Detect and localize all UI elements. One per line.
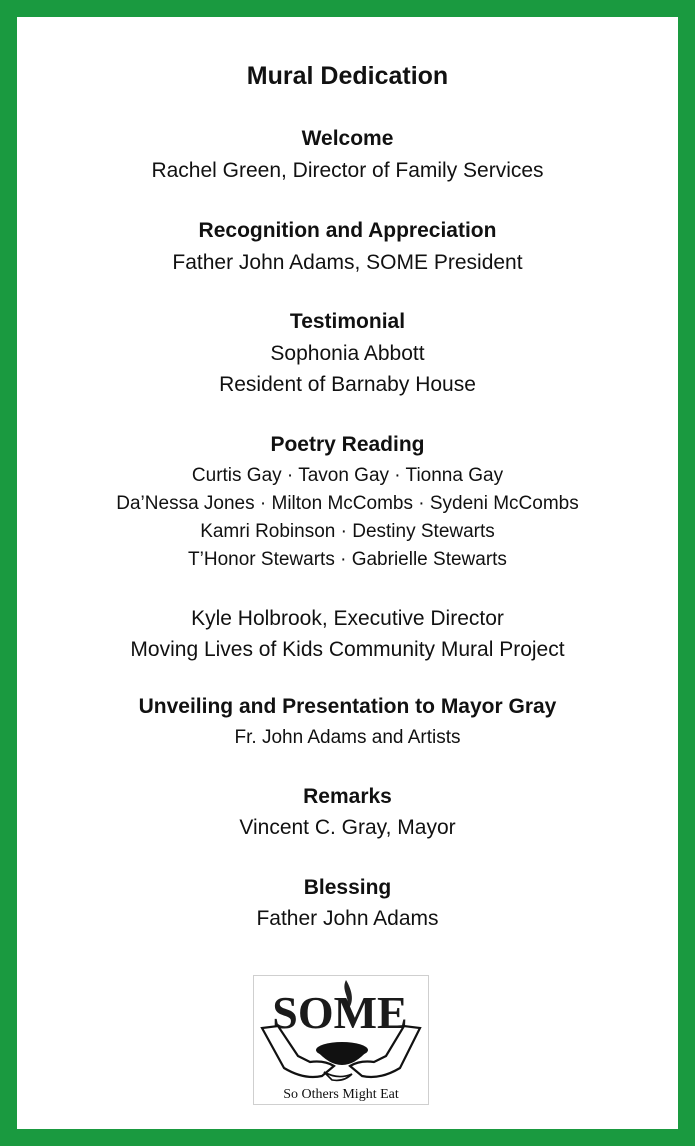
section-heading-recognition: Recognition and Appreciation	[198, 219, 497, 242]
poetry-names-line: Curtis Gay · Tavon Gay · Tionna Gay	[191, 465, 504, 486]
section-line: Fr. John Adams and Artists	[234, 727, 461, 748]
section-heading-testimonial: Testimonial	[289, 310, 406, 333]
section-line: Father John Adams	[256, 907, 439, 930]
some-logo	[253, 975, 429, 1105]
section-line: Moving Lives of Kids Community Mural Project	[130, 638, 565, 661]
section-heading-unveiling: Unveiling and Presentation to Mayor Gray	[138, 695, 557, 718]
section-line: Father John Adams, SOME President	[172, 251, 523, 274]
section-heading-blessing: Blessing	[303, 876, 392, 899]
section-line: Resident of Barnaby House	[219, 373, 476, 396]
section-line: Vincent C. Gray, Mayor	[239, 816, 456, 839]
section-heading-remarks: Remarks	[303, 785, 392, 808]
logo-tagline: So Others Might Eat	[283, 1087, 399, 1102]
section-line: Rachel Green, Director of Family Services	[151, 159, 544, 182]
program-title: Mural Dedication	[246, 62, 449, 90]
poetry-names-line: T’Honor Stewarts · Gabrielle Stewarts	[188, 549, 507, 570]
poetry-names-line: Kamri Robinson · Destiny Stewarts	[200, 521, 495, 542]
section-heading-welcome: Welcome	[301, 127, 394, 150]
logo-wordmark: SOME	[272, 987, 408, 1038]
poetry-names-line: Da’Nessa Jones · Milton McCombs · Sydeni McCombs	[116, 493, 579, 514]
section-line: Sophonia Abbott	[270, 342, 425, 365]
section-heading-poetry-reading: Poetry Reading	[270, 433, 425, 456]
section-line: Kyle Holbrook, Executive Director	[191, 607, 504, 630]
hands-bowl-icon	[254, 976, 428, 1104]
